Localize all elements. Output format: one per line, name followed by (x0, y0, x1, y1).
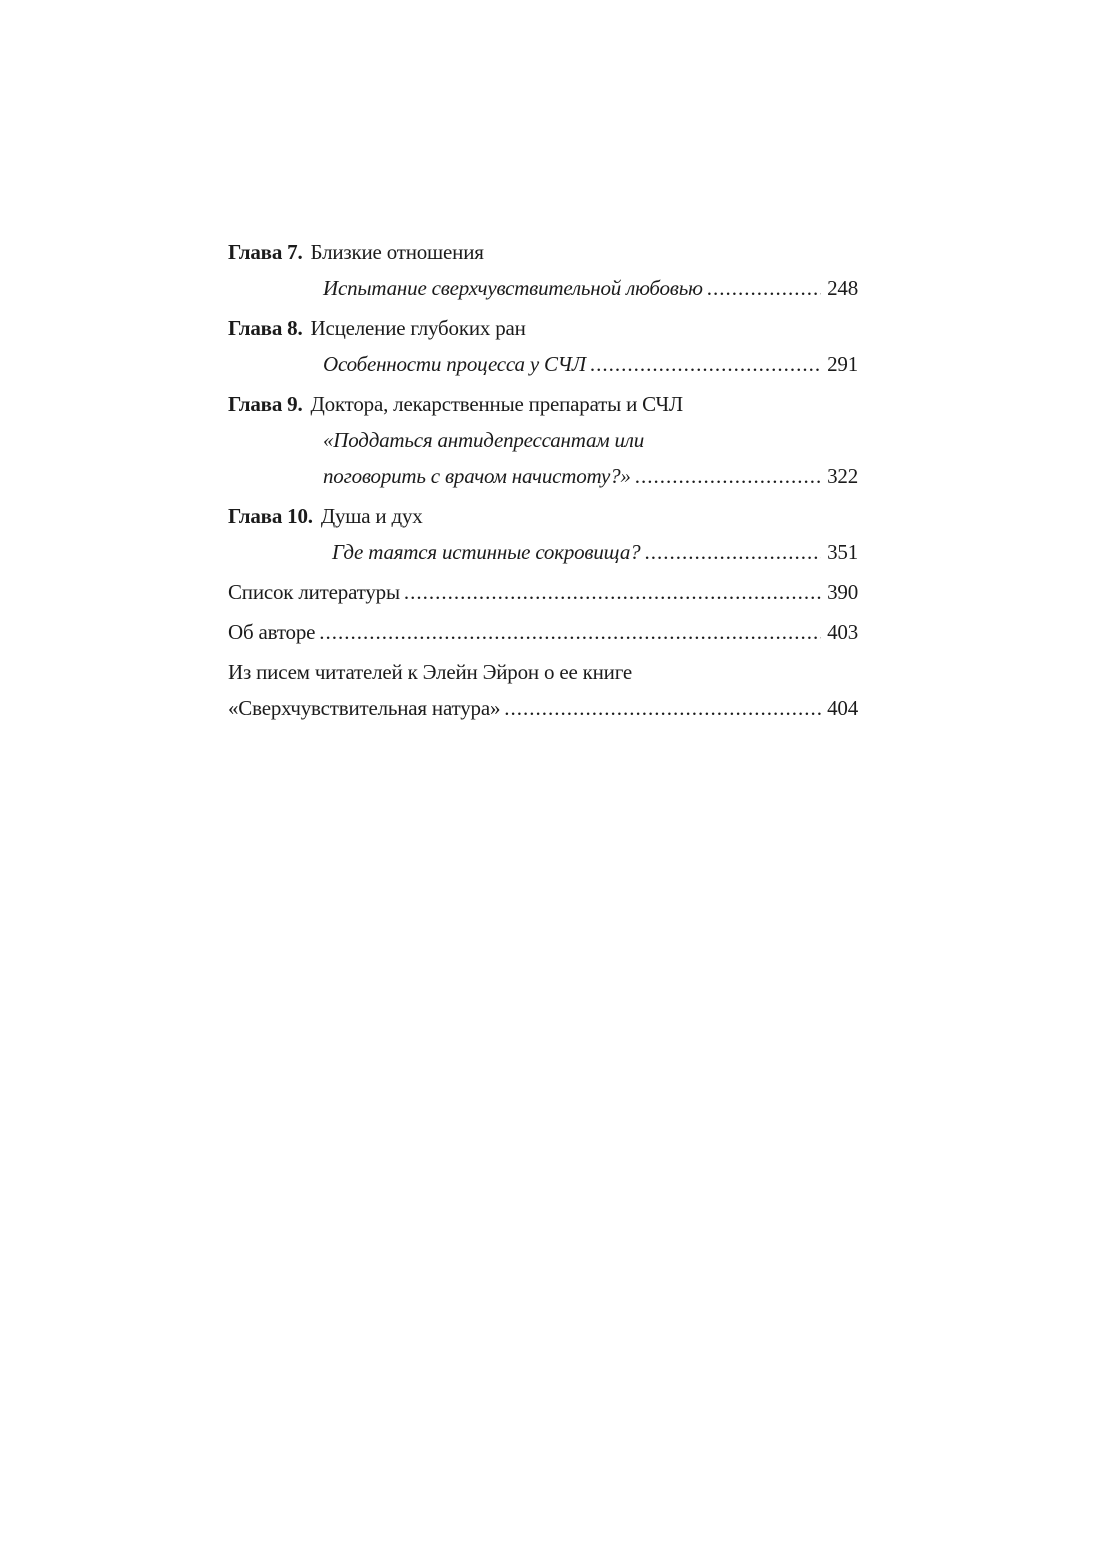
chapter-title: Доктора, лекарственные препараты и СЧЛ (310, 392, 683, 416)
dot-leader (319, 614, 821, 650)
table-of-contents (228, 234, 858, 726)
entry-title-line-1: Из писем читателей к Элейн Эйрон о ее книге (228, 660, 632, 684)
toc-entry-about-author[interactable] (228, 614, 858, 650)
chapter-label: Глава 10. (228, 504, 313, 528)
page-number: 248 (827, 276, 858, 300)
toc-entry-chapter-10[interactable] (228, 498, 858, 570)
page-number: 404 (827, 696, 858, 720)
chapter-subtitle-line-2: поговорить с врачом начистоту?» (323, 464, 631, 488)
chapter-title: Близкие отношения (310, 240, 484, 264)
entry-title: Список литературы (228, 580, 400, 604)
chapter-subtitle: Где таятся истинные сокровища? (332, 540, 641, 564)
dot-leader (635, 458, 821, 494)
dot-leader (590, 346, 821, 382)
chapter-label: Глава 8. (228, 316, 303, 340)
toc-entry-chapter-9[interactable] (228, 386, 858, 494)
chapter-label: Глава 9. (228, 392, 303, 416)
chapter-subtitle-line-1: «Поддаться антидепрессантам или (323, 428, 645, 452)
dot-leader (504, 690, 821, 726)
entry-title-line-2: «Сверхчувствительная натура» (228, 696, 501, 720)
page-number: 291 (827, 352, 858, 376)
page-number: 403 (827, 620, 858, 644)
page-number: 390 (827, 580, 858, 604)
chapter-label: Глава 7. (228, 240, 303, 264)
dot-leader (644, 534, 821, 570)
page-number: 322 (827, 464, 858, 488)
chapter-subtitle: Особенности процесса у СЧЛ (323, 352, 586, 376)
page-number: 351 (827, 540, 858, 564)
chapter-title: Душа и дух (320, 504, 423, 528)
toc-entry-bibliography[interactable] (228, 574, 858, 610)
dot-leader (707, 270, 821, 306)
toc-entry-chapter-8[interactable] (228, 310, 858, 382)
chapter-subtitle: Испытание сверхчувствительной любовью (323, 276, 703, 300)
entry-title: Об авторе (228, 620, 316, 644)
toc-entry-chapter-7[interactable] (228, 234, 858, 306)
toc-entry-reader-letters[interactable] (228, 654, 858, 726)
chapter-title: Исцеление глубоких ран (310, 316, 526, 340)
dot-leader (404, 574, 821, 610)
